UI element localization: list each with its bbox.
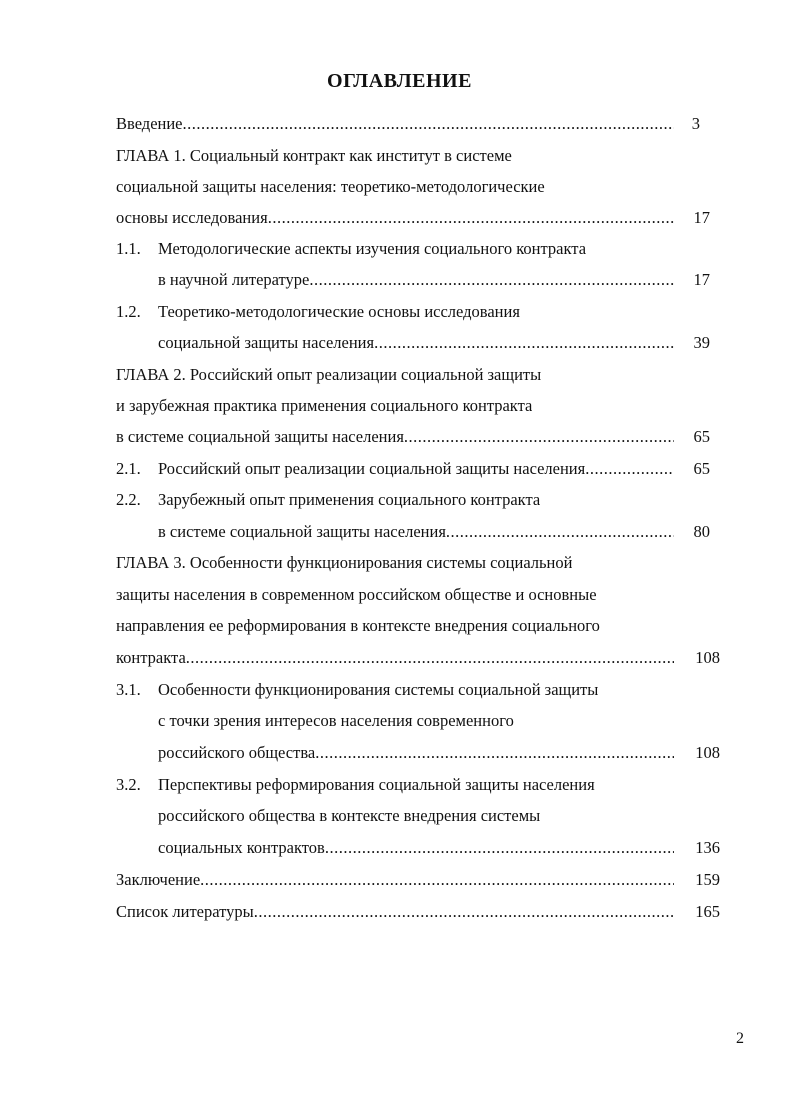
toc-entry-text: в научной литературе <box>158 270 310 289</box>
toc-leader-dots <box>254 900 674 924</box>
toc-chapter-3-line-4 <box>116 646 674 670</box>
toc-entry-text: Заключение <box>116 870 201 889</box>
toc-leader-dots <box>446 520 674 544</box>
toc-entry-text: Теоретико-методологические основы исследования <box>158 302 520 321</box>
toc-entry-text: контракта <box>116 648 186 667</box>
toc-page-number: 159 <box>695 870 720 889</box>
page-number: 2 <box>736 1030 744 1047</box>
toc-section-number: 2.1. <box>116 459 141 478</box>
toc-chapter-2-line-2: и зарубежная практика применения социального контракта <box>116 396 533 415</box>
toc-section-3-1-line-1 <box>116 678 598 702</box>
toc-section-1-1-line-2 <box>158 268 674 292</box>
toc-section-1-1-line-1 <box>116 237 586 261</box>
toc-section-2-2-line-1 <box>116 488 540 512</box>
toc-entry-text: социальной защиты населения <box>158 333 375 352</box>
toc-entry-text: Особенности функционирования системы социальной защиты <box>158 680 599 699</box>
toc-entry-text: в системе социальной защиты населения <box>158 522 446 541</box>
toc-section-3-2-line-2: российского общества в контексте внедрения системы <box>158 806 541 825</box>
toc-chapter-2-line-1: ГЛАВА 2. Российский опыт реализации социальной защиты <box>116 365 542 384</box>
toc-section-number: 2.2. <box>116 490 141 509</box>
toc-entry-text: в системе социальной защиты населения <box>116 427 404 446</box>
toc-chapter-2-line-3 <box>116 425 674 449</box>
toc-chapter-3-line-1: ГЛАВА 3. Особенности функционирования системы социальной <box>116 553 573 572</box>
toc-entry-label: Российский опыт реализации социальной защиты населения <box>158 459 586 478</box>
toc-chapter-1-line-3 <box>116 206 674 230</box>
toc-chapter-1-line-1: ГЛАВА 1. Социальный контракт как институт в системе <box>116 146 512 165</box>
toc-page-number: 17 <box>693 270 710 289</box>
toc-leader-dots <box>325 836 674 860</box>
toc-entry-text: Перспективы реформирования социальной защиты населения <box>158 775 595 794</box>
toc-entry-text: Введение <box>116 114 183 133</box>
toc-leader-dots <box>309 268 674 292</box>
toc-entry-introduction <box>116 112 674 136</box>
toc-chapter-3-line-2: защиты населения в современном российском обществе и основные <box>116 585 597 604</box>
toc-entry-text <box>116 457 585 481</box>
toc-chapter-1-line-2: социальной защиты населения: теоретико-методологические <box>116 177 545 196</box>
toc-entry-text: Зарубежный опыт применения социального контракта <box>158 490 541 509</box>
toc-page-number: 65 <box>693 427 710 446</box>
toc-entry-text: российского общества <box>158 743 316 762</box>
toc-section-3-1-line-3 <box>158 741 674 765</box>
toc-entry-conclusion <box>116 868 674 892</box>
toc-page-number: 80 <box>693 522 710 541</box>
toc-section-1-2-line-1 <box>116 300 520 324</box>
toc-entry-text: Список литературы <box>116 902 254 921</box>
toc-leader-dots <box>183 112 674 136</box>
toc-entry-references <box>116 900 674 924</box>
toc-leader-dots <box>315 741 674 765</box>
toc-page-number: 3 <box>691 114 700 133</box>
toc-leader-dots <box>585 457 674 481</box>
toc-title: ОГЛАВЛЕНИЕ <box>327 70 472 92</box>
toc-page-number: 108 <box>695 648 720 667</box>
toc-section-3-2-line-3 <box>158 836 674 860</box>
toc-page-number: 108 <box>695 743 720 762</box>
toc-page-number: 17 <box>693 208 710 227</box>
toc-section-3-2-line-1 <box>116 773 595 797</box>
toc-section-number: 3.2. <box>116 775 141 794</box>
toc-leader-dots <box>268 206 674 230</box>
toc-section-3-1-line-2: с точки зрения интересов населения современного <box>158 711 514 730</box>
toc-leader-dots <box>186 646 674 670</box>
toc-leader-dots <box>374 331 674 355</box>
toc-section-2-1-line-1 <box>116 457 674 481</box>
toc-section-number: 1.2. <box>116 302 141 321</box>
toc-entry-text: социальных контрактов <box>158 838 325 857</box>
toc-page-number: 65 <box>693 459 710 478</box>
toc-section-number: 3.1. <box>116 680 141 699</box>
toc-page-number: 165 <box>695 902 720 921</box>
toc-entry-text: основы исследования <box>116 208 268 227</box>
toc-leader-dots <box>404 425 674 449</box>
toc-section-1-2-line-2 <box>158 331 674 355</box>
toc-chapter-3-line-3: направления ее реформирования в контексте внедрения социального <box>116 616 600 635</box>
toc-section-number: 1.1. <box>116 239 141 258</box>
toc-page-number: 136 <box>695 838 720 857</box>
toc-leader-dots <box>200 868 674 892</box>
toc-entry-text: Методологические аспекты изучения социального контракта <box>158 239 587 258</box>
toc-section-2-2-line-2 <box>158 520 674 544</box>
toc-page-number: 39 <box>693 333 710 352</box>
